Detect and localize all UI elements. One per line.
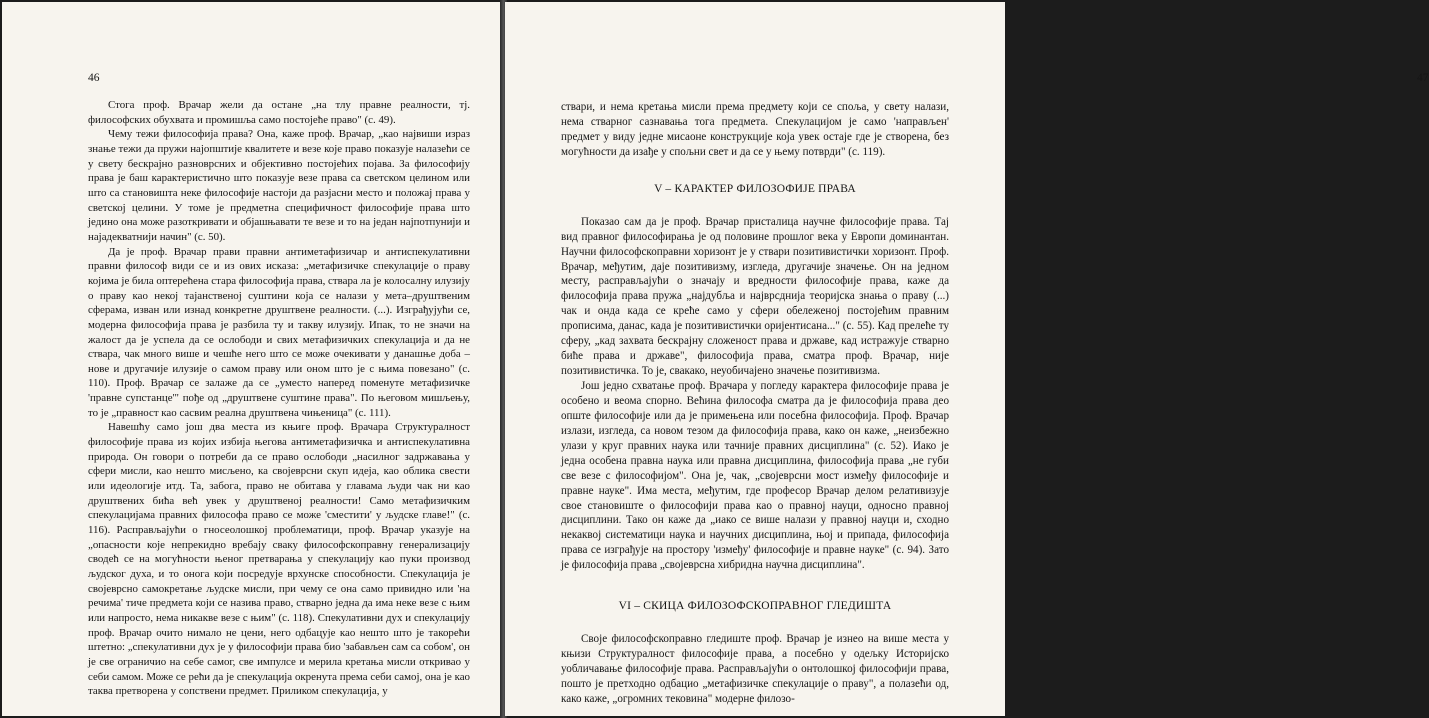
left-page-body xyxy=(88,98,470,699)
section-heading-vi: VI – СКИЦА ФИЛОЗОФСКОПРАВНОГ ГЛЕДИШТА xyxy=(618,600,892,613)
page-number: 47 xyxy=(1417,72,1429,84)
paragraph: Своје философскоправно гледиште проф. Врачар је изнео на више места у књизи Структуралност философије права, а посебно у одељку Историјско уобличавање философије права. Расправљајући о онтолошкој философији права, пошто је претходно одбацио „метафизичке спекулације о праву", а полазећи од, како каже, „огромних тековина" модерне филозо- xyxy=(561,633,949,705)
paragraph: Показао сам да је проф. Врачар присталица научне философије права. Тај вид правног философирања је од половине прошлог века у Европи доминантан. Научни философскоправни хоризонт је у ствари позитивистички хоризонт. Проф. Врачар, међутим, даје позитивизму, изгледа, другачије значење. Он на једном месту, расправљајући о значају и вредности философије права, каже да философија права пружа „најдубља и најврсднија теоријска знања о праву (...) чак и онда када се креће само у сфери обележеној постојећим правним прописима, данас, када је позитивистички оријентисана..." (с. 55). Кад прелеће ту сферу, „кад захвата бескрајну сложеност права и државе, кад истражује стварно биће права и државе", философија права, сматра проф. Врачар, није позитивистичка. То је, свакако, неуобичајено значење позитивизма. xyxy=(561,215,949,378)
paragraph: Навешћу само још два места из књиге проф. Врачара Структуралност философије права из којих избија његова антиметафизичка и антиспекулативна природа. Он говори о потреби да се право ослободи „насилног задржавања у сфери мисли, као нешто мисљено, ка својеврсни скуп идеја, као облика свести или идеологије итд. Та, забога, право не обитава у главама људи чак ни као друштвених бића већ увек у друштвеној реалности! Само метафизичким спекулацијама правних философа право се може 'сместити' у људске главе!" (с. 116). Расправљајући о гносеолошкој проблематици, проф. Врачар указује на „опасности које непрекидно вребају сваку философскоправну генерализацију сводећ се на могућности њеног претварања у спекулацију као пуки производ људског духа, и то онога који посредује врхунске способности. Спекулација је својеврсно самокретање људске мисли, при чему се она само привидно или 'на речима' тиче предмета који се назива право, стварно једна да има неке везе с њим или напросто, нема никакве везе с њим" (с. 118). Спекулативни дух и спекулацију проф. Врачар очито нимало не цени, него одбацује као нешто што је такорећи штетно: „спекулативни дух је у философији права био 'забављен сам са собом', он је све ограничио на себе самог, све импулсе и мерила кретања мисли откривао у себи самом. Може се рећи да је спекулација окренута према себи самој, она је као таква претворена у сопствени предмет. Приликом спекулација, у xyxy=(88,421,470,698)
paragraph: Стога проф. Врачар жели да остане „на тлу правне реалности, тј. философских обухвата и промишља само постојеће право" (с. 49). xyxy=(88,99,470,126)
section-heading-v: V – КАРАКТЕР ФИЛОЗОФИЈЕ ПРАВА xyxy=(654,182,856,195)
paragraph-continued: ствари, и нема кретања мисли према предмету који се споља, у свету налази, нема стварног сазнавања тога предмета. Спекулацијом је само 'направљен' предмет у виду једне мисаоне конструкције која увек остаје где је створена, без могућности да изађе у спољни свет и да се у њему потврди" (с. 119). xyxy=(561,101,949,158)
left-page xyxy=(2,2,502,716)
right-page xyxy=(505,2,1429,716)
paragraph: Још једно схватање проф. Врачара у погледу карактера философије права је особено и веома спорно. Већина философа сматра да је философија права део опште философије или да је примењена или посебна философија. Проф. Врачар излази, изгледа, са новом тезом да философија права, како он каже, „неизбежно улази у круг правних наука или тачније правних дисциплина" (с. 52). Иако је једна особена правна наука или правна дисциплина, философија права „не губи све везе с философијом". Она је, чак, „својеврсни мост између философије и правне науке". Има места, међутим, где професор Врачар делом релативизује свое становиште о философији права као о правној науци, односно правној дисциплини. Тако он каже да „иако се више налази у правној науци и, сходно некаквој систематици наука и научних дисциплина, њој и припада, философија права се изграђује на простору 'између' философије и правне науке" (с. 94). Зато је философија права „својеврсна хибридна научна дисциплина". xyxy=(561,380,949,572)
paragraph: Чему тежи философија права? Она, каже проф. Врачар, „као највиши израз знање тежи да пружи најопштије квалитете и везе које право показује налазећи се у свету бескрајно разноврсних и објективно постојећих појава. За философију права је баш карактеристично што показује везе права са светском целином или што са становишта неке философије настоји да разјасни место и положај права у светској целини. У томе је предметна специфичност философије права што једино она може разоткривати и објашњавати те везе и то на један најпотпунији и најадекватнији начин" (с. 50). xyxy=(88,128,470,243)
paragraph: Да је проф. Врачар прави правни антиметафизичар и антиспекулативни правни философ види се и из ових исказа: „метафизичке спекулације о праву којима је била оптерећена стара философија права, ствара ла је колосалну илузију о праву као некој тајанственој суштини која се налази у мета–друштвеним сферама, изван или изнад конкретне друштвене реалности. (...). Изграђујући се, модерна философија права је разбила ту и такву илузију. Ипак, то не значи на жалост да је успела да се ослободи и свих метафизичких спекулација и да не ствара, чак много више и чешће него што се може очекивати у данашње доба – нове и другачије илузије о самом праву или оном што је с њима повезано" (с. 110). Проф. Врачар се залаже да се „уместо наперед поменуте метафизичке 'правне супстанце'" пође од „друштвене суштине права". По његовом мишљењу, то је „правност као сасвим реална друштвена чињеница" (с. 111). xyxy=(88,245,470,419)
right-page-body xyxy=(561,100,949,707)
page-number: 46 xyxy=(88,72,100,84)
